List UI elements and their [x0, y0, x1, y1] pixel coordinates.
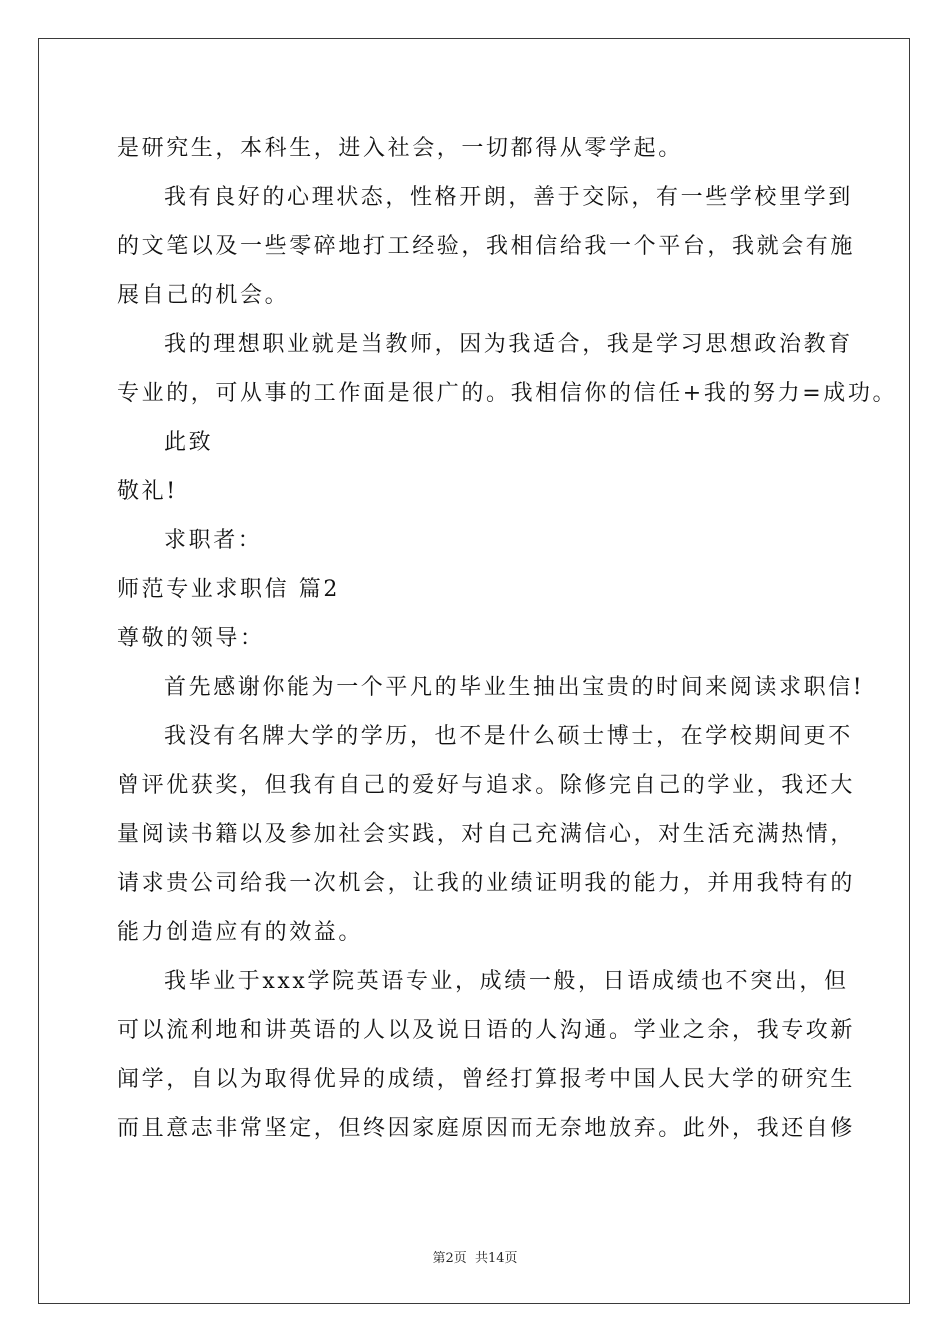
text-line: 能力创造应有的效益。: [117, 920, 364, 945]
text-line: 闻学，自以为取得优异的成绩，曾经打算报考中国人民大学的研究生: [117, 1067, 856, 1092]
page-total: 共14页: [474, 1251, 518, 1266]
text-line: 请求贵公司给我一次机会，让我的业绩证明我的能力，并用我特有的: [117, 871, 856, 896]
text-line: 我没有名牌大学的学历，也不是什么硕士博士，在学校期间更不: [164, 724, 853, 749]
text-line: 我的理想职业就是当教师，因为我适合，我是学习思想政治教育: [164, 332, 853, 357]
section-heading: 师范专业求职信 篇2: [117, 577, 340, 602]
salutation: 尊敬的领导：: [117, 626, 265, 651]
text-line: 的文笔以及一些零碎地打工经验，我相信给我一个平台，我就会有施: [117, 234, 856, 259]
page-footer: [0, 1247, 950, 1266]
text-line: 量阅读书籍以及参加社会实践，对自己充满信心，对生活充满热情，: [117, 822, 856, 847]
text-line: 而且意志非常坚定，但终因家庭原因而无奈地放弃。此外，我还自修: [117, 1116, 856, 1141]
text-line: 可以流利地和讲英语的人以及说日语的人沟通。学业之余，我专攻新: [117, 1018, 856, 1043]
text-line: 展自己的机会。: [117, 283, 290, 308]
text-line: 我有良好的心理状态，性格开朗，善于交际，有一些学校里学到: [164, 185, 853, 210]
text-line: 是研究生，本科生，进入社会，一切都得从零学起。: [117, 136, 683, 161]
page-number: 第2页: [432, 1251, 467, 1266]
text-line: 专业的，可从事的工作面是很广的。我相信你的信任+我的努力=成功。: [117, 381, 898, 406]
text-line: 曾评优获奖，但我有自己的爱好与追求。除修完自己的学业，我还大: [117, 773, 856, 798]
document-body: [117, 124, 898, 1153]
text-line: 求职者：: [164, 528, 263, 553]
text-line: 首先感谢你能为一个平凡的毕业生抽出宝贵的时间来阅读求职信!: [164, 675, 865, 700]
text-line: 敬礼!: [117, 479, 178, 504]
text-line: 此致: [164, 430, 214, 455]
text-line: 我毕业于xxx学院英语专业，成绩一般，日语成绩也不突出，但: [164, 969, 849, 994]
